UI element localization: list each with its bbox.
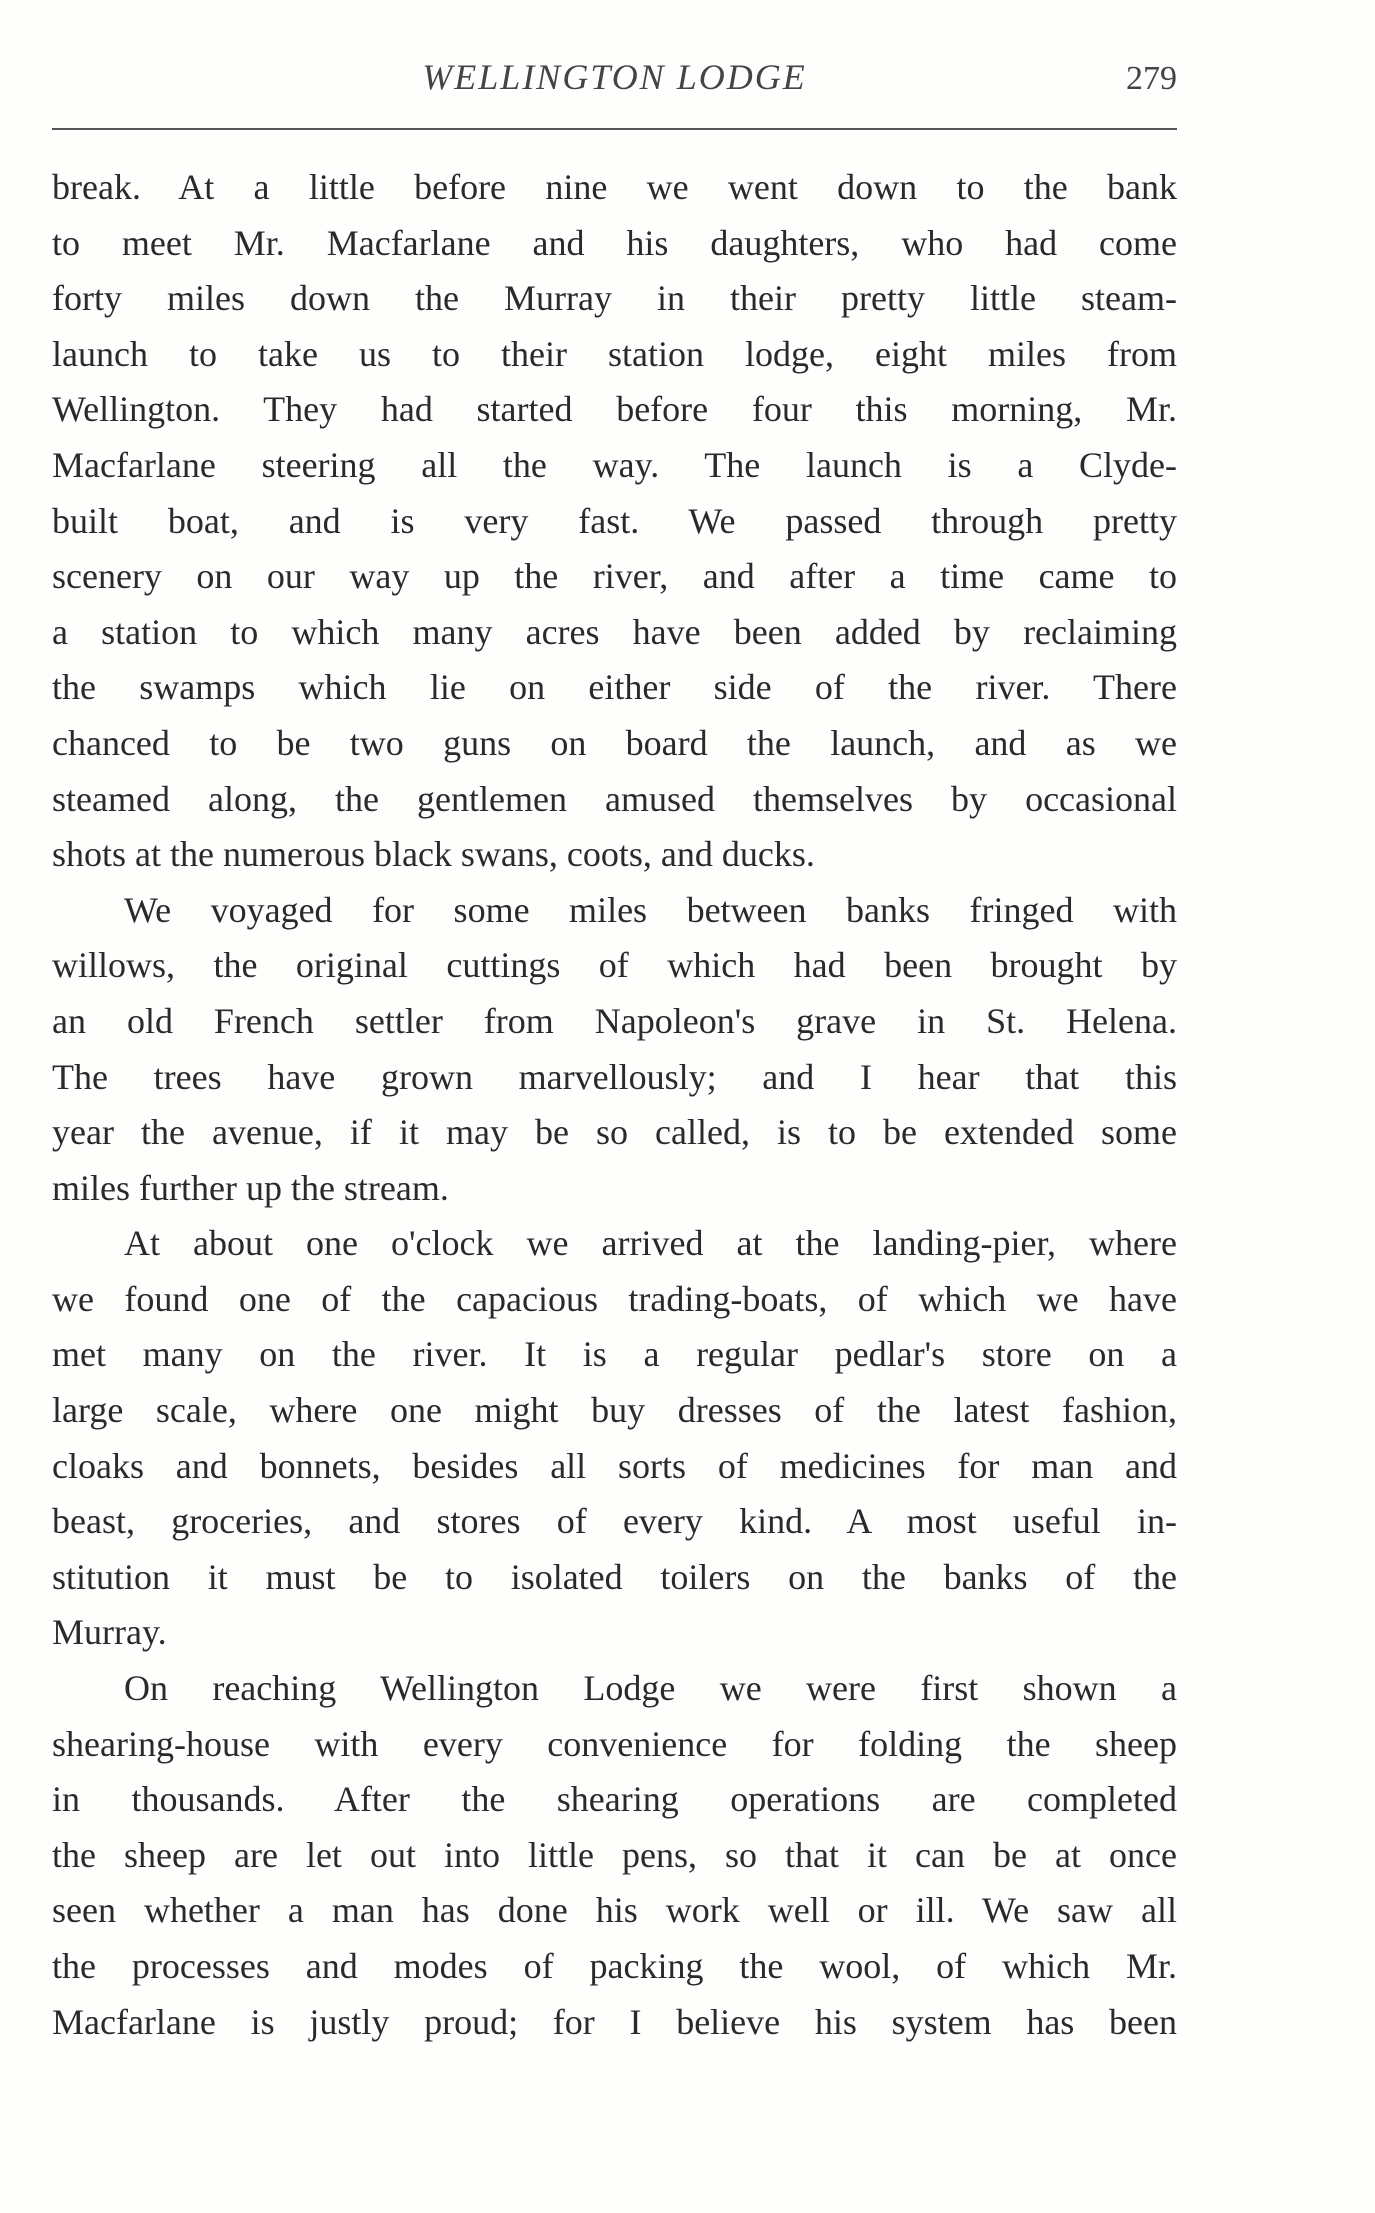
text-line: steamed along, the gentlemen amused themselves by occasional: [52, 778, 1177, 819]
text-line: cloaks and bonnets, besides all sorts of medicines for man and: [52, 1445, 1177, 1486]
text-line: launch to take us to their station lodge, eight miles from: [52, 333, 1177, 374]
text-line: stitution it must be to isolated toilers on the banks of the: [52, 1556, 1177, 1597]
text-line: an old French settler from Napoleon's grave in St. Helena.: [52, 1000, 1177, 1041]
text-line: shots at the numerous black swans, coots, and ducks.: [52, 834, 815, 875]
text-line: seen whether a man has done his work well or ill. We saw all: [52, 1890, 1177, 1931]
text-line: On reaching Wellington Lodge we were first shown a: [124, 1668, 1177, 1709]
text-line: the swamps which lie on either side of the river. There: [52, 667, 1177, 708]
text-line: Murray.: [52, 1612, 167, 1653]
text-line: beast, groceries, and stores of every kind. A most useful in-: [52, 1501, 1177, 1542]
text-line: large scale, where one might buy dresses of the latest fashion,: [52, 1390, 1177, 1431]
text-line: to meet Mr. Macfarlane and his daughters, who had come: [52, 222, 1177, 263]
text-line: year the avenue, if it may be so called, is to be extended some: [52, 1112, 1177, 1153]
running-title: WELLINGTON LODGE: [422, 57, 807, 97]
text-line: the sheep are let out into little pens, so that it can be at once: [52, 1834, 1177, 1875]
page-number: 279: [1126, 60, 1177, 97]
text-line: break. At a little before nine we went down to the bank: [52, 167, 1177, 207]
text-line: At about one o'clock we arrived at the landing-pier, where: [124, 1223, 1177, 1264]
text-line: shearing-house with every convenience for folding the sheep: [52, 1723, 1177, 1764]
text-line: We voyaged for some miles between banks fringed with: [124, 889, 1177, 930]
text-line: willows, the original cuttings of which had been brought by: [52, 945, 1177, 986]
text-line: a station to which many acres have been added by reclaiming: [52, 611, 1177, 652]
text-line: miles further up the stream.: [52, 1167, 449, 1208]
text-line: Macfarlane is justly proud; for I believe his system has been: [52, 2001, 1177, 2042]
text-line: forty miles down the Murray in their pretty little steam-: [52, 278, 1177, 319]
text-line: we found one of the capacious trading-boats, of which we have: [52, 1278, 1177, 1319]
text-line: built boat, and is very fast. We passed through pretty: [52, 500, 1177, 541]
text-line: Wellington. They had started before four this morning, Mr.: [52, 389, 1177, 430]
text-line: the processes and modes of packing the wool, of which Mr.: [52, 1946, 1177, 1986]
text-line: scenery on our way up the river, and after a time came to: [52, 556, 1177, 597]
header-rule: [52, 128, 1177, 130]
text-line: chanced to be two guns on board the launch, and as we: [52, 722, 1177, 763]
text-line: Macfarlane steering all the way. The launch is a Clyde-: [52, 444, 1177, 485]
text-line: met many on the river. It is a regular pedlar's store on a: [52, 1334, 1177, 1375]
body-text: [52, 160, 1177, 2050]
page-header: [52, 56, 1177, 116]
text-line: The trees have grown marvellously; and I hear that this: [52, 1056, 1177, 1097]
text-line: in thousands. After the shearing operations are completed: [52, 1779, 1177, 1820]
